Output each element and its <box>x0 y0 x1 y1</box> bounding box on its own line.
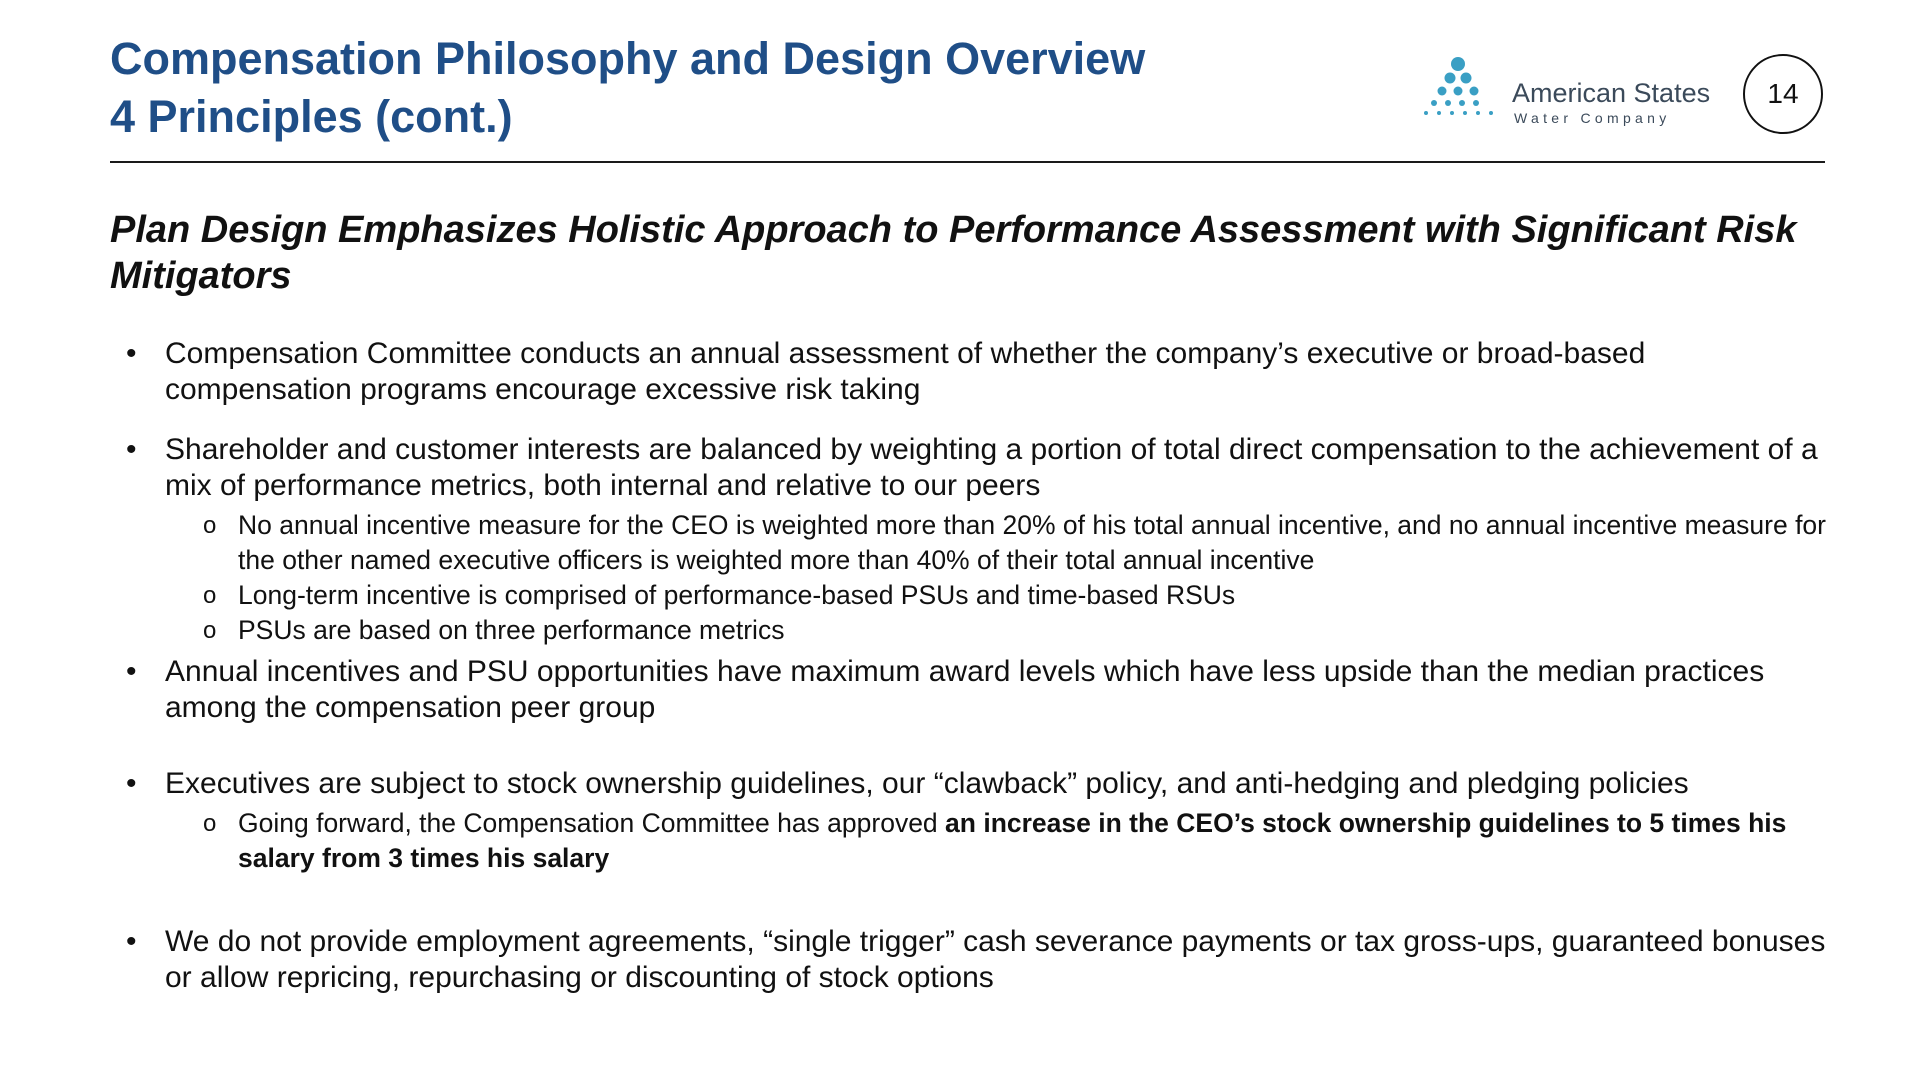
sub-list-item <box>165 806 1830 876</box>
slide-title-line-1: Compensation Philosophy and Design Overview <box>110 33 1146 84</box>
header-divider <box>110 161 1825 163</box>
sub-bullet-list <box>165 508 1830 648</box>
logo-company-subtitle: Water Company <box>1514 110 1671 126</box>
logo-company-name: American States <box>1512 78 1711 108</box>
page-number: 14 <box>1767 78 1799 109</box>
bullet-text: Annual incentives and PSU opportunities have maximum award levels which have less upside than the median practices among the compensation peer group <box>165 655 1765 724</box>
slide-title-line-2: 4 Principles (cont.) <box>110 91 513 142</box>
list-item <box>110 924 1830 996</box>
bullet-text: Compensation Committee conducts an annual assessment of whether the company’s executive or broad-based compensation programs encourage excessive risk taking <box>165 337 1646 406</box>
bullet-text: We do not provide employment agreements, “single trigger” cash severance payments or tax gross-ups, guaranteed bonuses or allow repricing, repurchasing or discounting of stock options <box>165 925 1826 994</box>
bullet-marker: • <box>126 655 137 688</box>
bullet-text: Shareholder and customer interests are balanced by weighting a portion of total direct compensation to the achievement of a mix of performance metrics, both internal and relative to our peers <box>165 433 1818 502</box>
company-logo <box>1418 56 1718 136</box>
list-item <box>110 766 1830 876</box>
sub-bullet-marker: o <box>203 810 217 837</box>
list-item <box>110 654 1830 726</box>
bullet-marker: • <box>126 767 137 800</box>
bullet-list <box>110 336 1830 996</box>
sub-bullet-marker: o <box>203 582 217 609</box>
sub-bullet-emphasis: an increase in the CEO’s stock ownership guidelines to 5 times his salary from 3 times his salary <box>238 808 1787 873</box>
sub-bullet-marker: o <box>203 512 217 539</box>
sub-bullet-text: No annual incentive measure for the CEO is weighted more than 20% of his total annual incentive, and no annual incentive measure for the other named executive officers is weighted more than 40% of their total annual incentive <box>238 510 1826 575</box>
sub-bullet-list <box>165 806 1830 876</box>
sub-list-item <box>165 613 1830 648</box>
list-item <box>110 336 1830 408</box>
section-subtitle: Plan Design Emphasizes Holistic Approach to Performance Assessment with Significant Risk Mitigators <box>110 209 1797 297</box>
bullet-marker: • <box>126 337 137 370</box>
slide-title <box>110 30 1145 146</box>
water-drops-icon <box>1418 56 1498 126</box>
sub-bullet-text: PSUs are based on three performance metrics <box>238 615 785 645</box>
page-number-badge <box>1743 54 1823 134</box>
sub-bullet-text: Long-term incentive is comprised of performance-based PSUs and time-based RSUs <box>238 580 1236 610</box>
bullet-marker: • <box>126 925 137 958</box>
sub-list-item <box>165 578 1830 613</box>
bullet-marker: • <box>126 433 137 466</box>
list-item <box>110 432 1830 648</box>
sub-list-item <box>165 508 1830 578</box>
sub-bullet-text: Going forward, the Compensation Committee has approved <box>238 808 946 838</box>
sub-bullet-marker: o <box>203 617 217 644</box>
bullet-text: Executives are subject to stock ownership guidelines, our “clawback” policy, and anti-hedging and pledging policies <box>165 767 1689 800</box>
